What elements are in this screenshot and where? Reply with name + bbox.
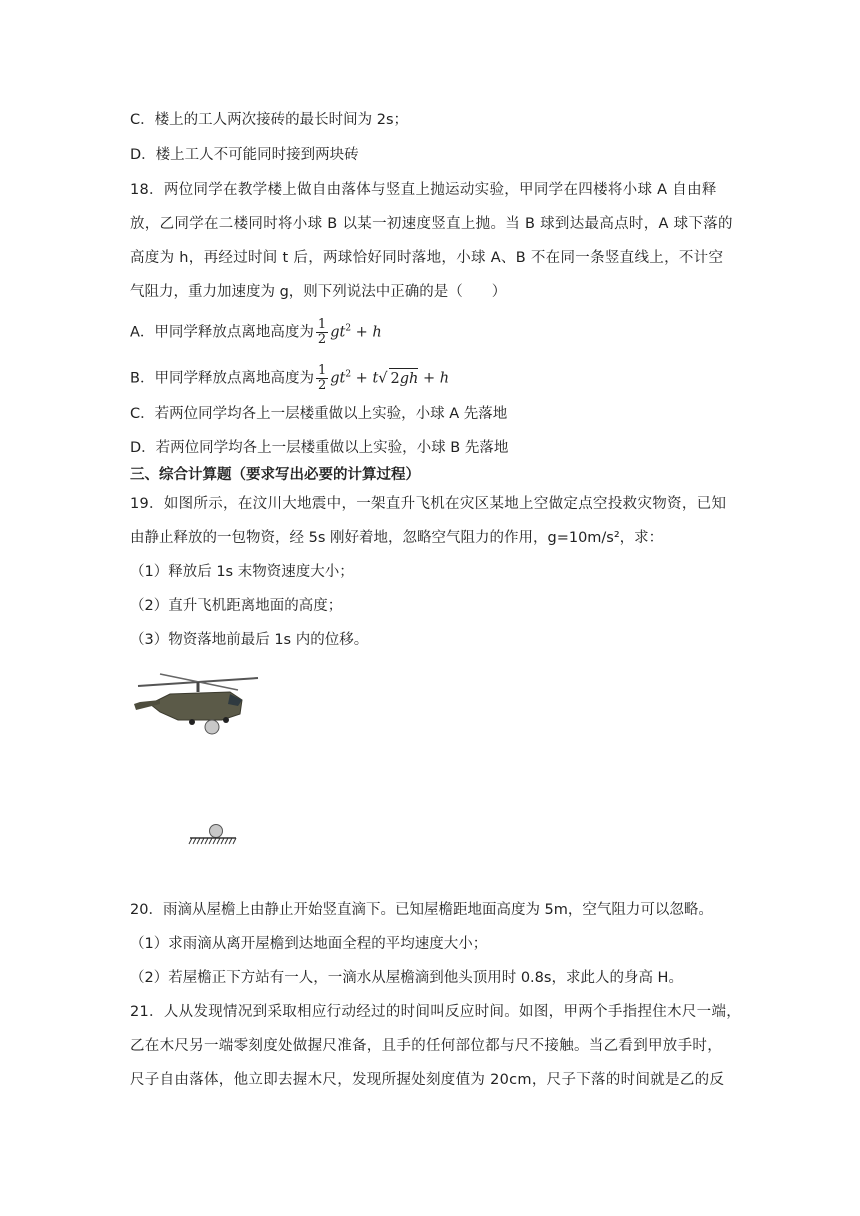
q20-sub-2: （2）若屋檐正下方站有一人，一滴水从屋檐滴到他头顶用时 0.8s，求此人的身高 H。 <box>130 970 683 986</box>
helicopter-wheel <box>189 719 195 725</box>
q18-option-a: A．甲同学释放点离地高度为 $\frac{1}{2}$ $gt^2 + h$ <box>130 317 382 347</box>
q19-stem-line-1: 19．如图所示，在汶川大地震中，一架直升飞机在灾区某地上空做定点空投救灾物资，已知 <box>130 496 727 512</box>
helicopter-body <box>150 692 242 720</box>
q21-stem-line-3: 尺子自由落体，他立即去握木尺，发现所握处刻度值为 20cm，尺子下落的时间就是乙的反 <box>130 1072 725 1088</box>
q18-stem-line-1: 18．两位同学在教学楼上做自由落体与竖直上抛运动实验，甲同学在四楼将小球 A 自由释 <box>130 182 717 198</box>
section-3-title: 三、综合计算题（要求写出必要的计算过程） <box>130 467 420 483</box>
q19-sub-1: （1）释放后 1s 末物资速度大小； <box>130 564 354 580</box>
fraction-one-half: $\frac{1}{2}$ <box>317 363 327 393</box>
landed-package <box>210 825 223 838</box>
q18-stem-line-3: 高度为 h，再经过时间 t 后，两球恰好同时落地，小球 A、B 不在同一条竖直线上，不计空 <box>130 250 724 266</box>
q21-stem-line-1: 21．人从发现情况到采取相应行动经过的时间叫反应时间。如图，甲两个手指捏住木尺一端， <box>130 1004 742 1020</box>
supply-package <box>205 720 219 734</box>
q18-option-b: B．甲同学释放点离地高度为 $\frac{1}{2}$ $gt^2 + t√$ 2gh + h <box>130 363 450 393</box>
q19-sub-2: （2）直升飞机距离地面的高度； <box>130 598 343 614</box>
q18-option-c: C．若两位同学均各上一层楼重做以上实验，小球 A 先落地 <box>130 406 508 422</box>
q18-option-a-text: A．甲同学释放点离地高度为 <box>130 324 314 341</box>
q20-stem: 20．雨滴从屋檐上由静止开始竖直滴下。已知屋檐距地面高度为 5m，空气阻力可以忽略。 <box>130 902 713 918</box>
q18-stem-line-4: 气阻力，重力加速度为 g，则下列说法中正确的是（ ） <box>130 284 507 300</box>
q17-option-c: C．楼上的工人两次接砖的最长时间为 2s； <box>130 112 409 128</box>
helicopter-figure-svg <box>130 664 270 854</box>
q18-option-d: D．若两位同学均各上一层楼重做以上实验，小球 B 先落地 <box>130 440 509 456</box>
helicopter-wheel <box>223 717 229 723</box>
q18-option-b-text: B．甲同学释放点离地高度为 <box>130 370 314 387</box>
helicopter-drop-figure <box>130 664 270 854</box>
q17-option-d: D．楼上工人不可能同时接到两块砖 <box>130 147 359 163</box>
q20-sub-1: （1）求雨滴从离开屋檐到达地面全程的平均速度大小； <box>130 936 488 952</box>
ground-hatching <box>189 838 236 844</box>
sqrt-2gh: 2gh <box>389 368 419 389</box>
q19-stem-line-2: 由静止释放的一包物资，经 5s 刚好着地，忽略空气阻力的作用，g=10m/s²，求： <box>130 530 664 546</box>
q18-stem-line-2: 放，乙同学在二楼同时将小球 B 以某一初速度竖直上抛。当 B 球到达最高点时，A 球下落的 <box>130 216 733 232</box>
fraction-one-half: $\frac{1}{2}$ <box>317 317 327 347</box>
q19-sub-3: （3）物资落地前最后 1s 内的位移。 <box>130 632 369 648</box>
q21-stem-line-2: 乙在木尺另一端零刻度处做握尺准备，且手的任何部位都与尺不接触。当乙看到甲放手时， <box>130 1038 722 1054</box>
